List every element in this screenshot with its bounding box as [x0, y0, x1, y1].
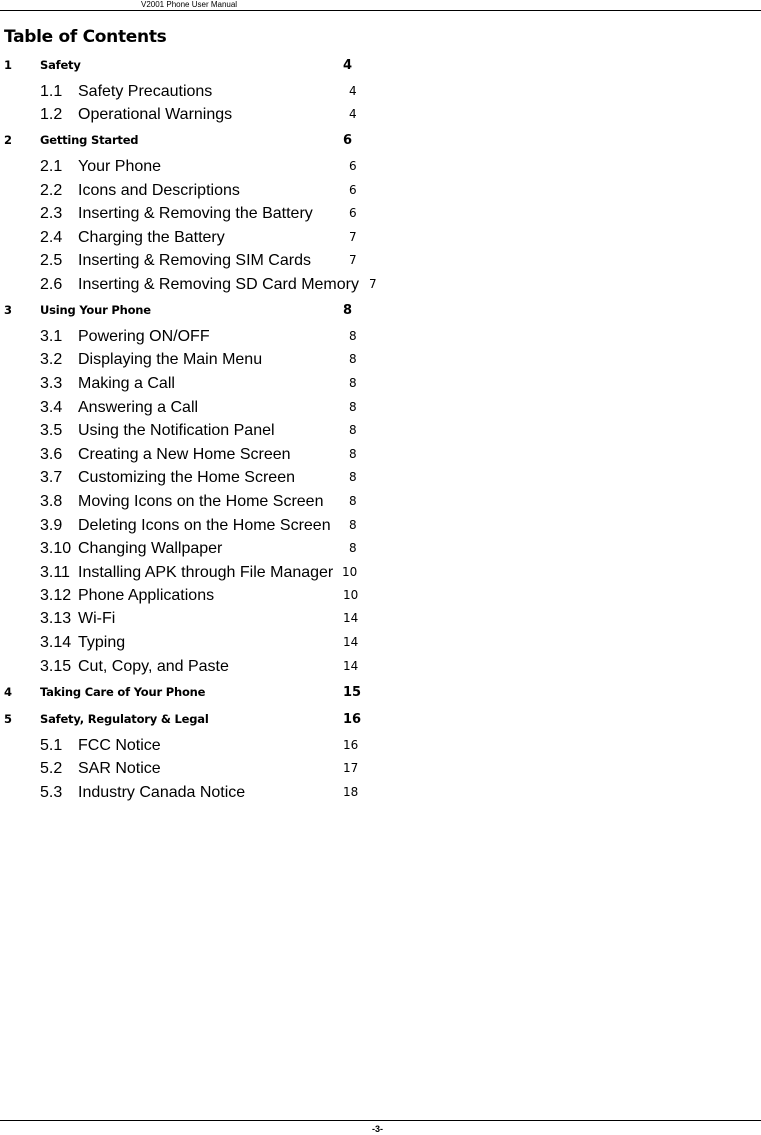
subsection-number: 3.5: [40, 422, 63, 439]
subsection-page: 8: [349, 494, 357, 508]
subsection-label: Operational Warnings: [78, 106, 233, 123]
subsection-number: 1.1: [40, 83, 63, 100]
subsection-page: 7: [369, 277, 377, 291]
subsection-page: 8: [349, 423, 357, 437]
subsection-label: Answering a Call: [78, 399, 199, 416]
toc-title: Table of Contents: [4, 27, 167, 47]
section-page: 4: [343, 58, 353, 73]
subsection-label: Installing APK through File Manager: [78, 564, 334, 581]
subsection-page: 14: [343, 611, 359, 625]
subsection-number: 3.6: [40, 446, 63, 463]
section-number: 3: [4, 303, 13, 317]
subsection-number: 3.8: [40, 493, 63, 510]
subsection-label: Icons and Descriptions: [78, 182, 240, 199]
subsection-number: 3.14: [40, 634, 72, 651]
section-label: Taking Care of Your Phone: [40, 685, 206, 699]
subsection-page: 8: [349, 329, 357, 343]
subsection-number: 2.1: [40, 158, 63, 175]
subsection-page: 7: [349, 230, 357, 244]
subsection-number: 3.4: [40, 399, 63, 416]
subsection-number: 3.2: [40, 351, 63, 368]
subsection-label: FCC Notice: [78, 737, 161, 754]
running-header: V2001 Phone User Manual: [141, 0, 238, 9]
subsection-label: Typing: [78, 634, 126, 651]
subsection-page: 10: [342, 565, 358, 579]
section-page: 15: [343, 685, 362, 700]
subsection-number: 2.2: [40, 182, 63, 199]
subsection-number: 2.3: [40, 205, 63, 222]
subsection-page: 4: [349, 107, 357, 121]
subsection-page: 4: [349, 84, 357, 98]
subsection-number: 3.1: [40, 328, 63, 345]
subsection-label: Displaying the Main Menu: [78, 351, 263, 368]
subsection-page: 18: [343, 785, 359, 799]
subsection-page: 16: [343, 738, 359, 752]
section-label: Getting Started: [40, 133, 139, 147]
subsection-number: 3.10: [40, 540, 72, 557]
subsection-label: Charging the Battery: [78, 229, 225, 246]
subsection-label: Phone Applications: [78, 587, 215, 604]
subsection-page: 7: [349, 253, 357, 267]
subsection-label: Inserting & Removing SD Card Memory: [78, 276, 359, 293]
subsection-number: 3.7: [40, 469, 63, 486]
subsection-page: 8: [349, 470, 357, 484]
subsection-label: Safety Precautions: [78, 83, 213, 100]
subsection-page: 8: [349, 352, 357, 366]
section-number: 2: [4, 133, 13, 147]
section-number: 5: [4, 712, 13, 726]
subsection-label: Industry Canada Notice: [78, 784, 246, 801]
subsection-page: 8: [349, 400, 357, 414]
subsection-number: 1.2: [40, 106, 63, 123]
subsection-number: 2.5: [40, 252, 63, 269]
subsection-label: Your Phone: [78, 158, 162, 175]
subsection-page: 8: [349, 518, 357, 532]
subsection-number: 5.1: [40, 737, 63, 754]
subsection-number: 3.12: [40, 587, 72, 604]
section-page: 16: [343, 712, 362, 727]
page-number: -3-: [372, 1124, 383, 1134]
subsection-label: Deleting Icons on the Home Screen: [78, 517, 331, 534]
subsection-page: 6: [349, 183, 357, 197]
subsection-label: SAR Notice: [78, 760, 161, 777]
section-label: Using Your Phone: [40, 303, 151, 317]
subsection-number: 5.2: [40, 760, 63, 777]
subsection-number: 3.9: [40, 517, 63, 534]
subsection-label: Inserting & Removing SIM Cards: [78, 252, 311, 269]
subsection-page: 6: [349, 159, 357, 173]
subsection-label: Inserting & Removing the Battery: [78, 205, 313, 222]
subsection-page: 14: [343, 659, 359, 673]
section-label: Safety, Regulatory & Legal: [40, 712, 209, 726]
section-page: 8: [343, 303, 353, 318]
subsection-number: 2.6: [40, 276, 63, 293]
subsection-number: 5.3: [40, 784, 63, 801]
subsection-label: Creating a New Home Screen: [78, 446, 291, 463]
subsection-page: 8: [349, 541, 357, 555]
subsection-page: 8: [349, 376, 357, 390]
subsection-number: 3.15: [40, 658, 72, 675]
subsection-label: Making a Call: [78, 375, 175, 392]
subsection-page: 8: [349, 447, 357, 461]
subsection-page: 6: [349, 206, 357, 220]
subsection-label: Wi-Fi: [78, 610, 116, 627]
subsection-number: 3.11: [40, 564, 70, 581]
section-number: 4: [4, 685, 13, 699]
subsection-label: Customizing the Home Screen: [78, 469, 295, 486]
section-page: 6: [343, 133, 353, 148]
section-number: 1: [4, 58, 13, 72]
subsection-number: 3.3: [40, 375, 63, 392]
subsection-label: Powering ON/OFF: [78, 328, 210, 345]
subsection-label: Moving Icons on the Home Screen: [78, 493, 324, 510]
footer-rule: [0, 1120, 761, 1121]
subsection-label: Changing Wallpaper: [78, 540, 223, 557]
subsection-page: 10: [343, 588, 359, 602]
subsection-label: Cut, Copy, and Paste: [78, 658, 229, 675]
subsection-page: 17: [343, 761, 359, 775]
header-rule: [0, 10, 761, 11]
subsection-label: Using the Notification Panel: [78, 422, 275, 439]
subsection-number: 2.4: [40, 229, 63, 246]
subsection-number: 3.13: [40, 610, 72, 627]
subsection-page: 14: [343, 635, 359, 649]
section-label: Safety: [40, 58, 81, 72]
